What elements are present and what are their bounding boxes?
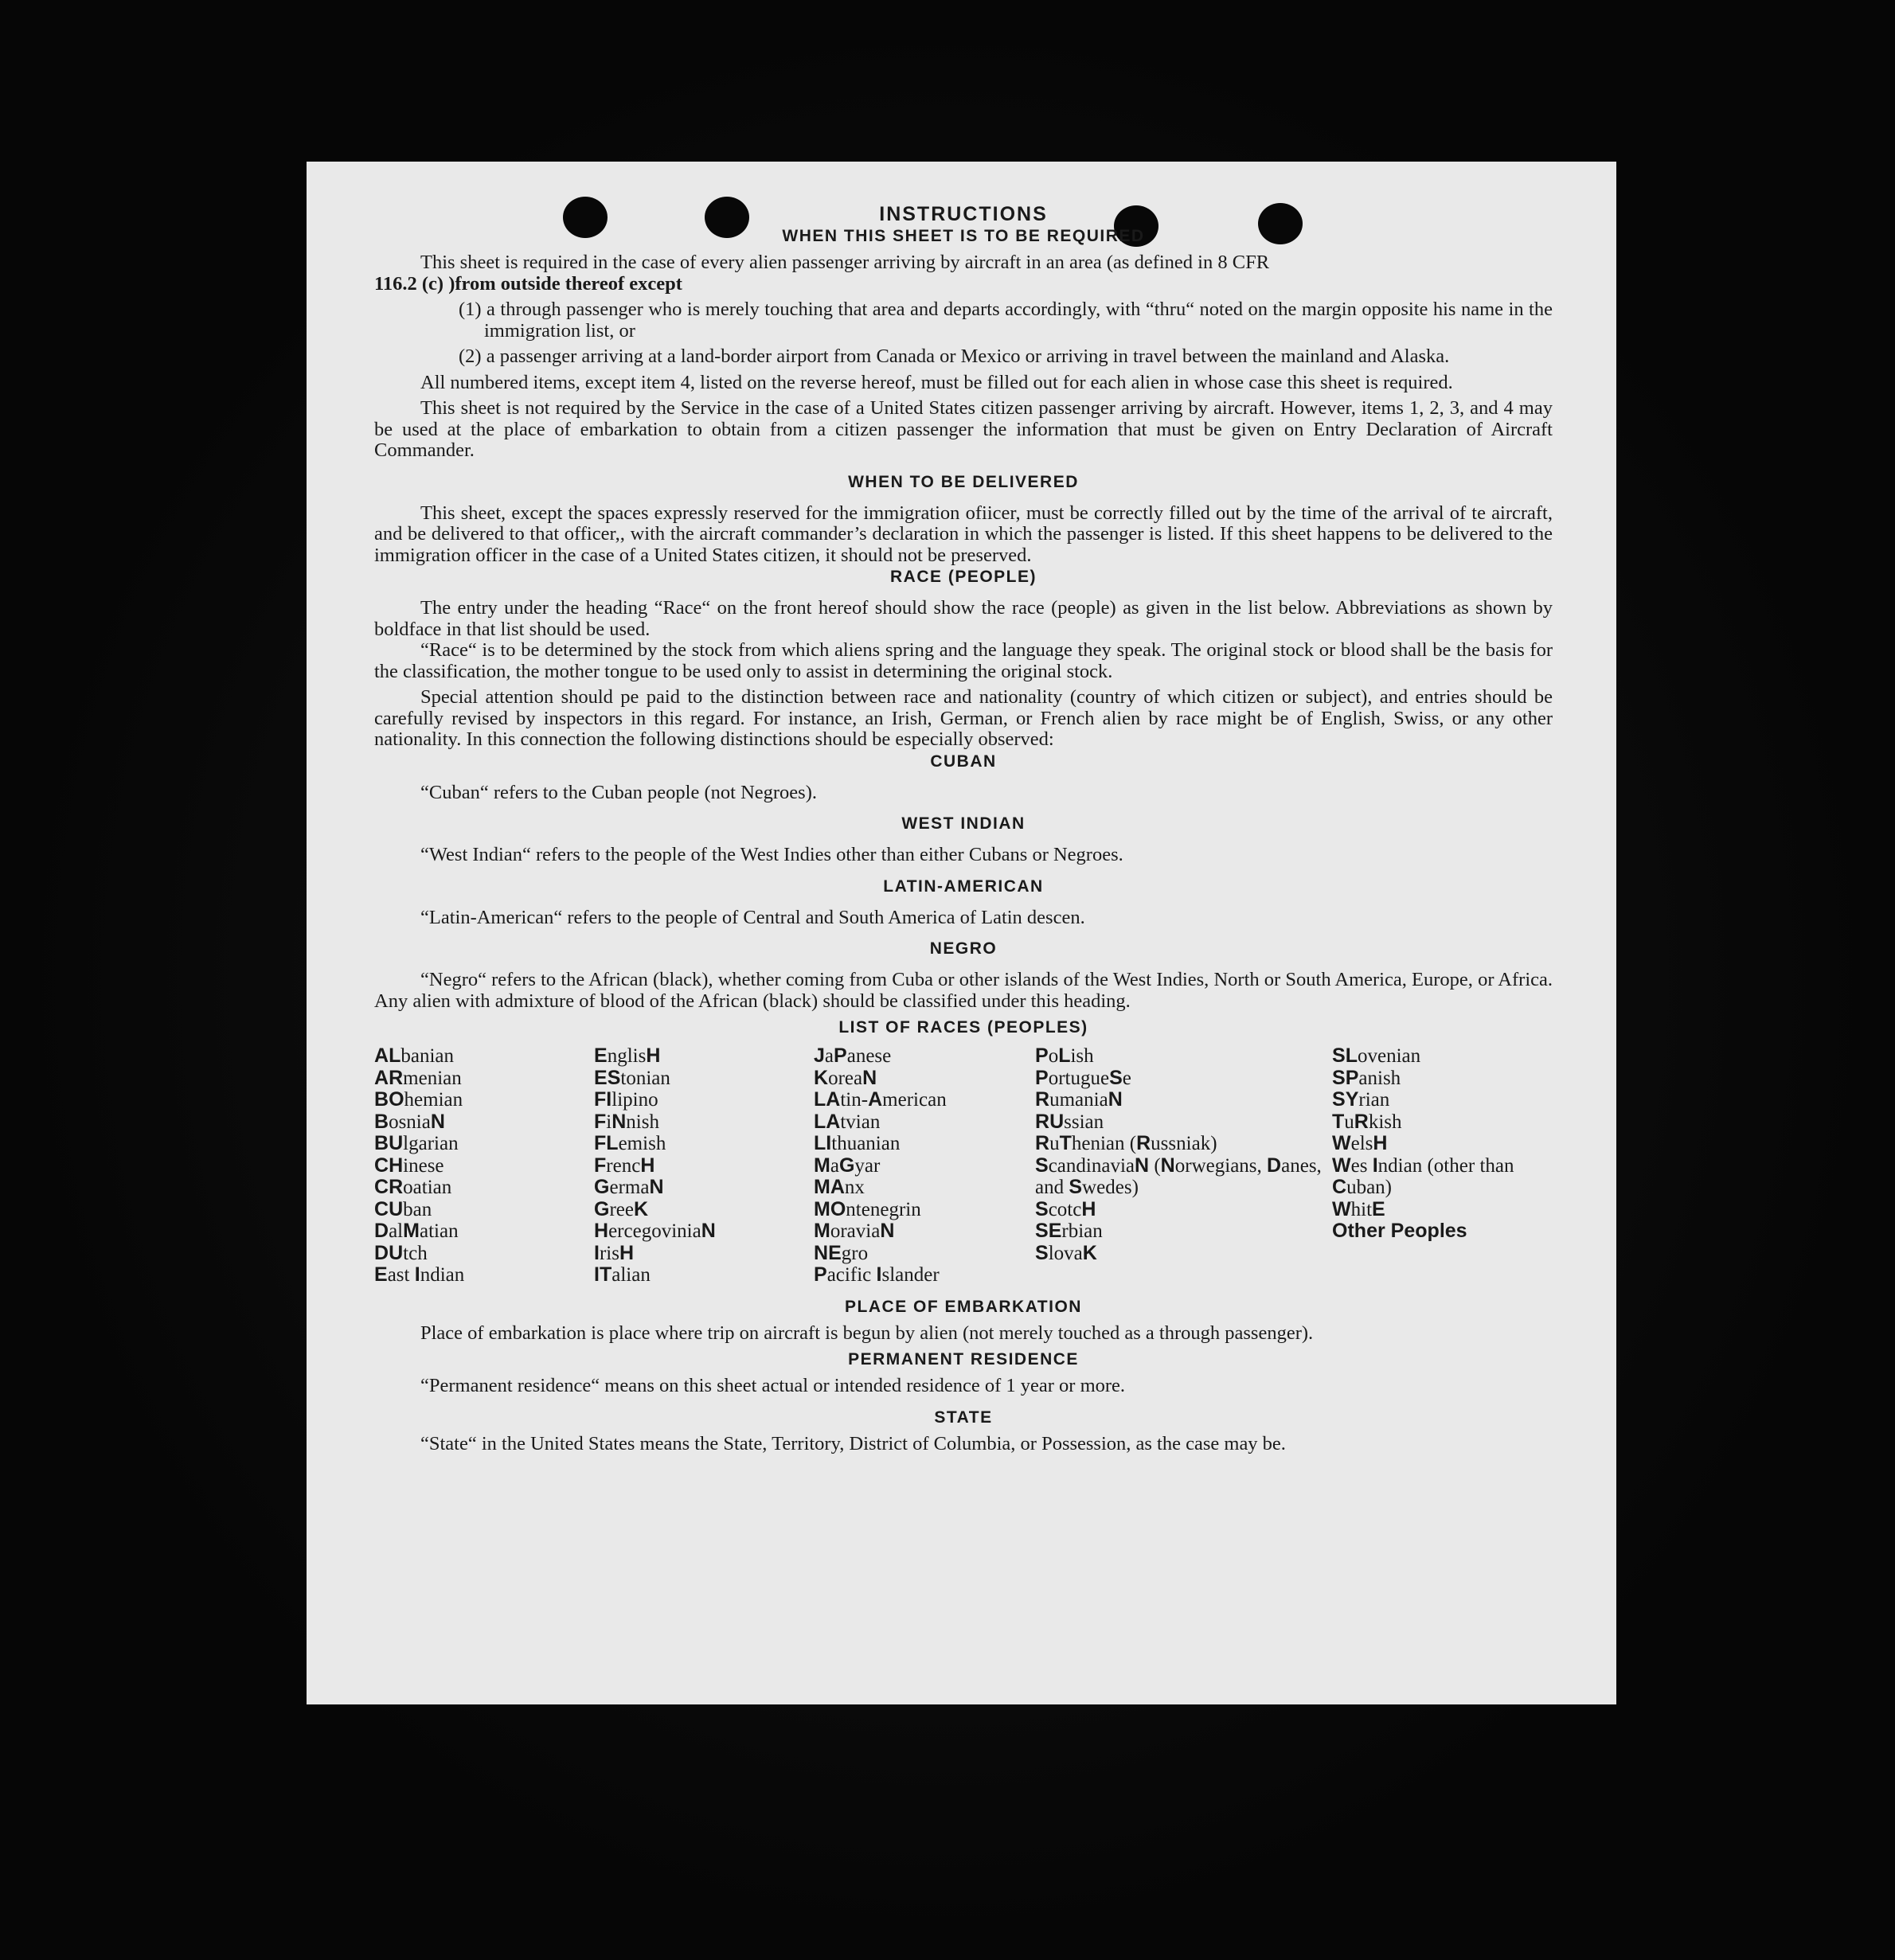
race-entry: RumaniaN — [1035, 1088, 1123, 1111]
race-entry: LAtvian — [814, 1110, 881, 1133]
page-title: INSTRUCTIONS — [879, 203, 1048, 225]
paragraph: “State“ in the United States means the State, Territory, District of Columbia, or Possession, as the case may be. — [420, 1432, 1286, 1454]
race-entry: JaPanese — [814, 1044, 892, 1067]
section-heading-cuban: CUBAN — [930, 752, 997, 771]
race-column — [1332, 1045, 1553, 1286]
race-entry: GreeK — [594, 1197, 649, 1220]
race-entry: NEgro — [814, 1241, 869, 1264]
paragraph: Place of embarkation is place where trip on aircraft is begun by alien (not merely touched as a through passenger). — [420, 1322, 1314, 1344]
section-heading-race: RACE (PEOPLE) — [889, 568, 1037, 586]
section-heading-latin-american: LATIN-AMERICAN — [883, 877, 1044, 896]
section-heading-race-list: LIST OF RACES (PEOPLES) — [838, 1018, 1088, 1037]
section-heading-negro: NEGRO — [929, 939, 998, 958]
race-entry: IrisH — [594, 1241, 635, 1264]
race-entry: RUssian — [1035, 1110, 1104, 1133]
race-entry: ALbanian — [374, 1044, 455, 1067]
race-entry: MoraviaN — [814, 1220, 895, 1242]
race-entry: FLemish — [594, 1132, 666, 1154]
race-entry: ARmenian — [374, 1066, 462, 1089]
section-heading-west-indian: WEST INDIAN — [901, 814, 1026, 833]
race-list — [374, 1045, 1553, 1286]
race-entry: ScotcH — [1035, 1197, 1096, 1220]
race-entry: CRoatian — [374, 1176, 452, 1198]
race-entry: SlovaK — [1035, 1241, 1097, 1264]
race-entry: East Indian — [374, 1263, 465, 1286]
paragraph: Special attention should pe paid to the distinction between race and nationality (country of which citizen or subject), and entries should be carefully revised by inspectors in this regard. For instance, an Irish, German, or French alien by race might be of English, Swiss, or any other nationality. In this connection the following distinctions should be especially observed: — [374, 686, 1553, 750]
paragraph: All numbered items, except item 4, listed on the reverse hereof, must be filled out for each alien in whose case this sheet is required. — [420, 371, 1453, 393]
race-entry: FIlipino — [594, 1088, 658, 1111]
race-entry: EStonian — [594, 1066, 670, 1089]
race-entry: FrencH — [594, 1154, 655, 1177]
race-entry: Pacific Islander — [814, 1263, 940, 1286]
paragraph: “Cuban“ refers to the Cuban people (not Negroes). — [420, 781, 817, 803]
race-entry: ScandinaviaN (Norwegians, Danes, and Swedes) — [1035, 1154, 1322, 1198]
race-entry: DalMatian — [374, 1220, 459, 1242]
race-entry: BosniaN — [374, 1110, 445, 1133]
section-heading-embarkation: PLACE OF EMBARKATION — [845, 1297, 1082, 1316]
paragraph: This sheet is required in the case of every alien passenger arriving by aircraft in an area (as defined in 8 CFR — [420, 252, 1270, 273]
race-entry: SLovenian — [1332, 1044, 1421, 1067]
race-entry: LIthuanian — [814, 1132, 901, 1154]
paragraph: “Negro“ refers to the African (black), whether coming from Cuba or other islands of the West Indies, North or South America, Europe, or Africa. Any alien with admixture of blood of the African (black) should be classified under this heading. — [374, 969, 1553, 1012]
race-entry: DUtch — [374, 1241, 428, 1264]
section-heading-delivered: WHEN TO BE DELIVERED — [848, 472, 1079, 491]
race-entry: MAnx — [814, 1176, 865, 1198]
race-entry: CUban — [374, 1197, 432, 1220]
race-entry: EnglisH — [594, 1044, 661, 1067]
race-entry: PoLish — [1035, 1044, 1094, 1067]
paragraph: “Race“ is to be determined by the stock from which aliens spring and the language they speak. The original stock or blood shall be the basis for the classification, the mother tongue to be used only to assist in determining the original stock. — [374, 639, 1553, 682]
race-entry: KoreaN — [814, 1066, 877, 1089]
race-entry: HercegoviniaN — [594, 1220, 716, 1242]
race-entry: RuThenian (Russniak) — [1035, 1132, 1217, 1154]
race-entry: MOntenegrin — [814, 1197, 921, 1220]
race-entry: BUlgarian — [374, 1132, 459, 1154]
race-entry: WhitE — [1332, 1197, 1385, 1220]
race-column — [1035, 1045, 1332, 1286]
race-entry: TuRkish — [1332, 1110, 1402, 1133]
list-item: (2) a passenger arriving at a land-border airport from Canada or Mexico or arriving in travel between the mainland and Alaska. — [459, 346, 1450, 367]
race-entry: SErbian — [1035, 1220, 1103, 1242]
race-entry: Other Peoples — [1332, 1220, 1467, 1242]
race-entry: Wes Indian (other than Cuban) — [1332, 1154, 1514, 1198]
race-entry: PortugueSe — [1035, 1066, 1131, 1089]
race-entry: ITalian — [594, 1263, 651, 1286]
race-entry: FiNnish — [594, 1110, 659, 1133]
race-column — [594, 1045, 814, 1286]
paragraph: The entry under the heading “Race“ on the front hereof should show the race (people) as given in the list below. Abbreviations as shown by boldface in that list should be used. — [374, 597, 1553, 640]
race-entry: CHinese — [374, 1154, 444, 1177]
race-entry: BOhemian — [374, 1088, 463, 1111]
paragraph: “Latin-American“ refers to the people of Central and South America of Latin descen. — [420, 906, 1085, 928]
race-entry: WelsH — [1332, 1132, 1388, 1154]
paragraph: This sheet, except the spaces expressly reserved for the immigration ofiicer, must be correctly filled out by the time of the arrival of te aircraft, and be delivered to that officer,, with the aircraft commander’s declaration in which the passenger is listed. If this sheet happens to be delivered to the immigration officer in the case of a United States citizen, it should not be preserved. — [374, 502, 1553, 566]
race-column — [374, 1045, 594, 1286]
race-entry: LAtin-American — [814, 1088, 947, 1111]
document-sheet — [307, 162, 1616, 1704]
race-column — [814, 1045, 1035, 1286]
race-entry: MaGyar — [814, 1154, 881, 1177]
section-heading-required: WHEN THIS SHEET IS TO BE REQUIRED — [782, 227, 1145, 245]
race-entry: GermaN — [594, 1176, 664, 1198]
paragraph: This sheet is not required by the Service in the case of a United States citizen passenger arriving by aircraft. However, items 1, 2, 3, and 4 may be used at the place of embarkation to obtain from a citizen passenger the information that must be given on Entry Declaration of Aircraft Commander. — [374, 397, 1553, 461]
list-item: (1) a through passenger who is merely touching that area and departs accordingly, with “thru“ noted on the margin opposite his name in the immigration list, or — [459, 299, 1553, 342]
race-entry: SPanish — [1332, 1066, 1401, 1089]
section-heading-state: STATE — [934, 1408, 993, 1427]
section-heading-residence: PERMANENT RESIDENCE — [848, 1350, 1079, 1368]
paragraph: 116.2 (c) )from outside thereof except — [374, 272, 682, 295]
paragraph: “West Indian“ refers to the people of the West Indies other than either Cubans or Negroes. — [420, 844, 1123, 865]
instructions-content — [374, 203, 1553, 1454]
paragraph: “Permanent residence“ means on this sheet actual or intended residence of 1 year or more. — [420, 1375, 1126, 1396]
race-entry: SYrian — [1332, 1088, 1390, 1111]
